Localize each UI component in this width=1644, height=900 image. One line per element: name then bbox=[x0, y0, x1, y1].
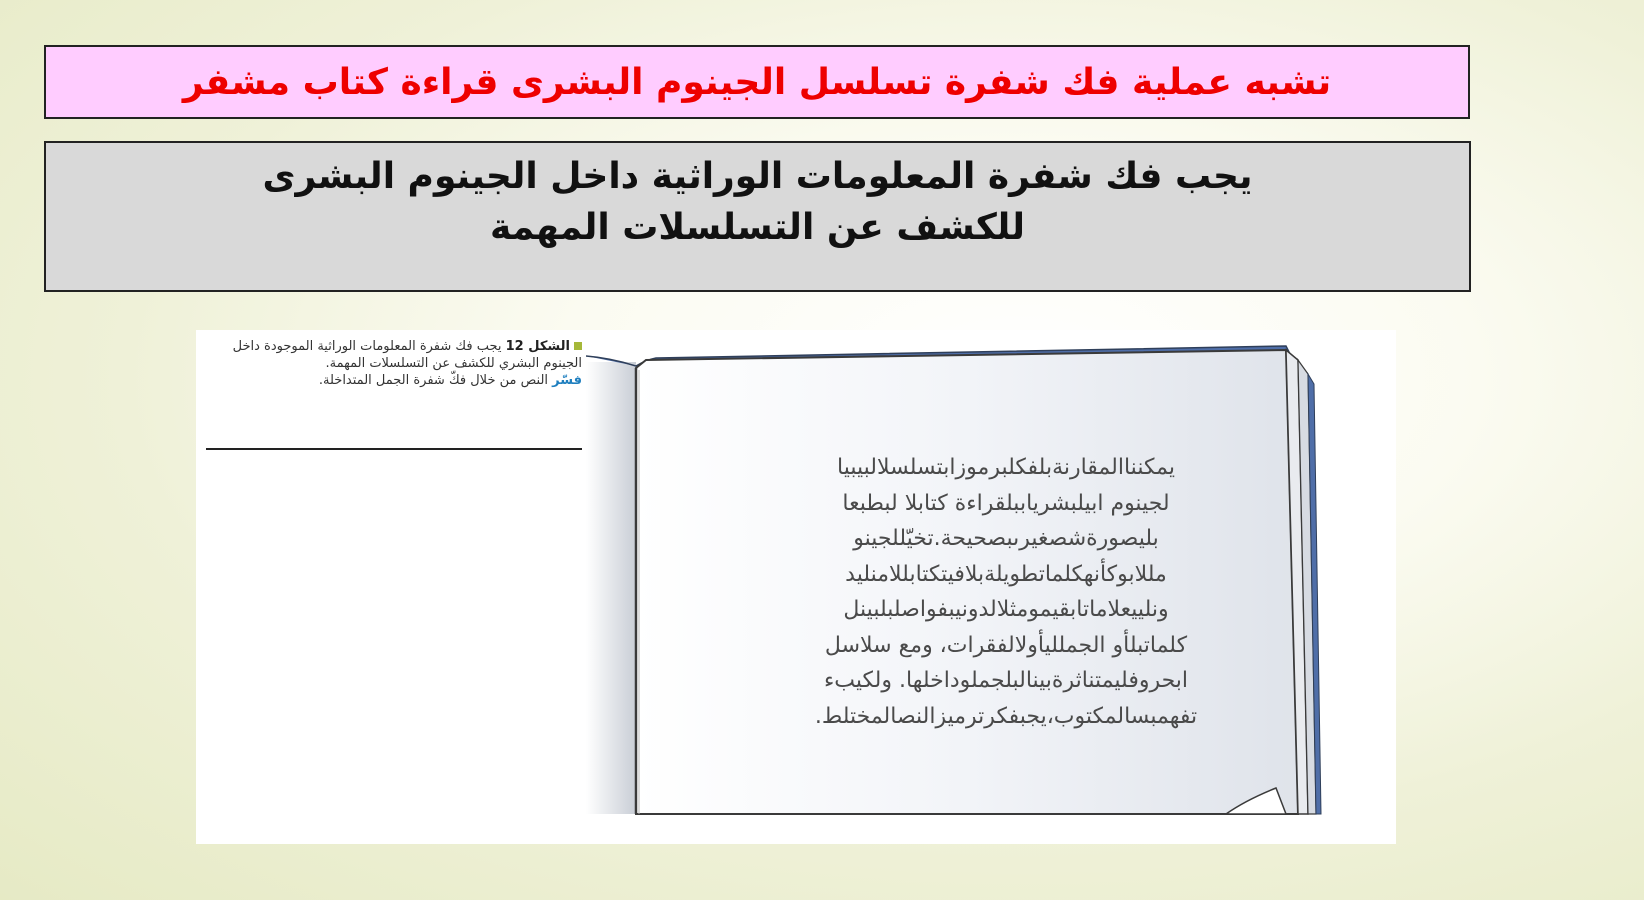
book-line: بليصورةشصغيرىبصحيحة.تخيّللجينو bbox=[853, 526, 1159, 551]
book-line: يمكنناالمقارنةبلفكلبرموزابتسلسلالبيبيا bbox=[837, 455, 1175, 480]
book-line: ونلييعلاماتابقيمومثلالدونيبفواصلبلبينل bbox=[843, 597, 1169, 622]
left-page bbox=[586, 362, 636, 814]
subtitle-line-2: للكشف عن التسلسلات المهمة bbox=[490, 207, 1025, 248]
subtitle-line-1: يجب فك شفرة المعلومات الوراثية داخل الجينوم البشرى bbox=[262, 156, 1253, 197]
book-line: كلماتبلأو الجملليأولالفقرات، ومع سلاسل bbox=[824, 632, 1188, 658]
book-line: لجينوم ابيلبشرياببلقراءة كتابلا لبطبعا bbox=[842, 490, 1170, 516]
caption-divider bbox=[206, 448, 582, 450]
book-line: تفهمبسالمكتوب،يجبفكرترميزالنصالمختلط. bbox=[814, 703, 1198, 729]
caption-explain-label: فسّر bbox=[552, 373, 582, 388]
book-line: ابحروفليمتناثرةبينالبلجملوداخلها. ولكيبء bbox=[823, 668, 1189, 693]
figure-caption bbox=[206, 338, 582, 389]
caption-text: يجب فك شفرة المعلومات الوراثية الموجودة داخل الجينوم البشري للكشف عن التسلسلات المهمة. bbox=[232, 339, 582, 371]
caption-label: الشكل 12 bbox=[505, 339, 570, 354]
figure-panel bbox=[196, 330, 1396, 844]
book-page-text bbox=[686, 450, 1326, 734]
title-banner bbox=[44, 45, 1470, 119]
subtitle-banner bbox=[44, 141, 1471, 292]
slide-title: تشبه عملية فك شفرة تسلسل الجينوم البشرى قراءة كتاب مشفر bbox=[182, 61, 1332, 103]
caption-explain-text: النص من خلال فكّ شفرة الجمل المتداخلة. bbox=[318, 373, 549, 388]
caption-bullet-icon bbox=[574, 342, 582, 350]
book-line: مللابوكأنهكلماتطويلةبلافيتكتابللامنليد bbox=[845, 561, 1167, 587]
